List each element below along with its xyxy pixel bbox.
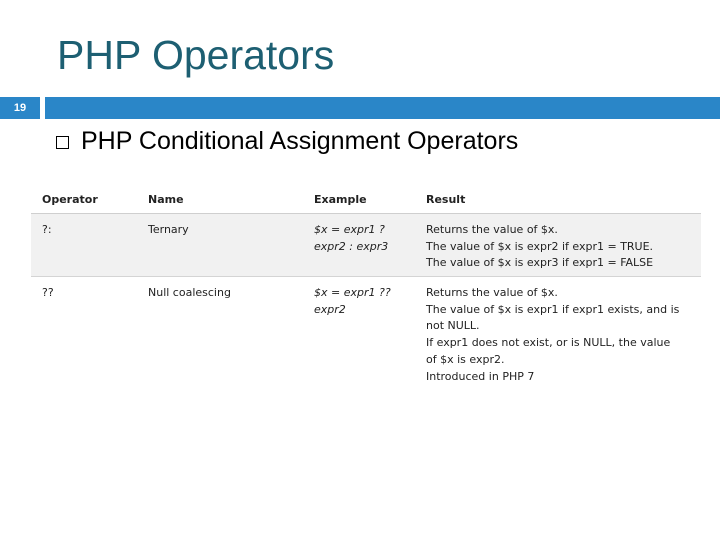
header-operator: Operator [42, 193, 98, 206]
example-line: $x = expr1 ? [314, 223, 385, 236]
name-cell: Null coalescing [148, 286, 231, 299]
example-line: $x = expr1 ?? [314, 286, 391, 299]
table-row [31, 277, 701, 397]
operator-cell: ?? [42, 286, 54, 299]
example-cell [303, 285, 415, 397]
result-line: The value of $x is expr1 if expr1 exists, and is [426, 302, 680, 316]
result-line: Introduced in PHP 7 [426, 369, 535, 383]
result-line: not NULL. [426, 319, 480, 333]
result-cell [415, 222, 701, 276]
result-cell [415, 285, 701, 397]
header-name: Name [148, 193, 184, 206]
header-example: Example [314, 193, 367, 206]
slide-title: PHP Operators [57, 32, 335, 78]
example-line: expr2 : expr3 [314, 239, 389, 253]
result-line: of $x is expr2. [426, 352, 505, 366]
result-line: Returns the value of $x. [426, 286, 558, 299]
result-line: Returns the value of $x. [426, 223, 558, 236]
result-line: The value of $x is expr3 if expr1 = FALSE [426, 256, 654, 270]
header-result: Result [426, 193, 466, 206]
result-line: If expr1 does not exist, or is NULL, the value [426, 336, 671, 350]
name-cell: Ternary [148, 223, 189, 236]
hollow-square-bullet-icon [56, 136, 69, 149]
table-row [31, 214, 701, 277]
slide-number: 19 [0, 97, 40, 119]
slide-subtitle: PHP Conditional Assignment Operators [81, 127, 519, 155]
result-line: The value of $x is expr2 if expr1 = TRUE. [426, 239, 654, 253]
example-cell [303, 222, 415, 276]
operators-table [31, 186, 701, 397]
table-header-row [31, 186, 701, 214]
example-line: expr2 [314, 302, 346, 316]
operator-cell: ?: [42, 223, 52, 236]
accent-bar [45, 97, 720, 119]
